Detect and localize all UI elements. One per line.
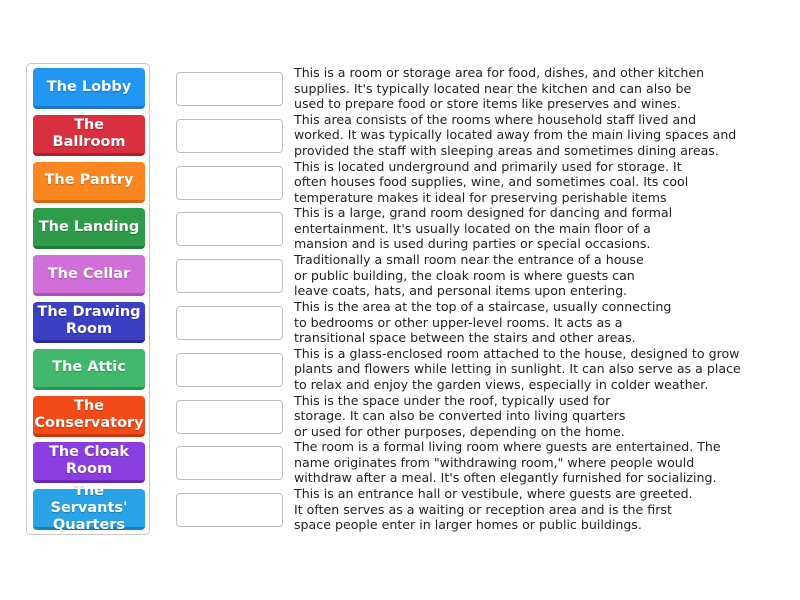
description-line: leave coats, hats, and personal items upon entering.: [294, 283, 628, 299]
drop-slot[interactable]: [176, 400, 283, 434]
description-line: withdraw after a meal. It's often elegantly furnished for socializing.: [294, 470, 717, 486]
description-line: used to prepare food or store items like preserves and wines.: [294, 96, 681, 111]
drop-slot[interactable]: [176, 119, 283, 153]
answer-tile[interactable]: [33, 162, 145, 203]
description-line: Traditionally a small room near the entrance of a house: [294, 252, 644, 268]
tile-label: The Pantry: [44, 172, 134, 189]
tile-label: Conservatory: [34, 414, 144, 431]
tile-label: The Attic: [52, 359, 126, 376]
description-line: provided the staff with sleeping areas and sometimes dining areas.: [294, 142, 719, 158]
description-text: [294, 346, 794, 393]
drop-slot[interactable]: [176, 166, 283, 200]
description-line: This is a glass-enclosed room attached to the house, designed to grow: [294, 345, 740, 361]
tile-label: The Ballroom: [52, 116, 126, 150]
description-line: storage. It can also be converted into living quarters: [294, 408, 626, 424]
answer-tile[interactable]: [33, 302, 145, 343]
drop-slot[interactable]: [176, 259, 283, 293]
description-line: transitional space between the stairs and other areas.: [294, 330, 636, 345]
answer-tile[interactable]: [33, 255, 145, 296]
description-line: worked. It was typically located away from the main living spaces and: [294, 127, 737, 143]
description-line: This is an entrance hall or vestibule, where guests are greeted.: [294, 486, 693, 502]
tile-label: The Drawing: [37, 304, 141, 320]
answer-tile[interactable]: [33, 349, 145, 390]
description-text: [294, 205, 794, 252]
tile-label: The Cellar: [47, 265, 131, 282]
answer-tile[interactable]: [33, 396, 145, 437]
description-text: [294, 159, 794, 206]
description-text: [294, 252, 794, 299]
description-text: [294, 299, 794, 346]
description-line: space people enter in larger homes or public buildings.: [294, 517, 642, 533]
description-line: entertainment. It's usually located on the main floor of a: [294, 220, 651, 236]
tile-label: The Landing: [38, 218, 140, 235]
description-text: [294, 393, 794, 440]
tile-label: Room: [65, 461, 113, 478]
answer-tile[interactable]: [33, 442, 145, 483]
description-line: to bedrooms or other upper-level rooms. It acts as a: [294, 314, 623, 330]
description-text: [294, 65, 794, 112]
description-line: or used for other purposes, depending on the home.: [294, 423, 625, 439]
description-line: This is the space under the roof, typically used for: [294, 392, 611, 408]
answer-tile[interactable]: [33, 68, 145, 109]
answer-tile[interactable]: [33, 482, 145, 533]
description-line: This is the area at the top of a staircase, usually connecting: [294, 299, 672, 314]
drop-slot[interactable]: [176, 306, 283, 340]
tile-label: The Lobby: [46, 78, 132, 95]
description-line: or public building, the cloak room is where guests can: [294, 267, 635, 283]
tile-label: Quarters: [52, 516, 126, 533]
description-text: [294, 112, 794, 159]
drop-slot[interactable]: [176, 493, 283, 527]
description-text: [294, 486, 794, 533]
tile-label: Room: [65, 321, 113, 337]
answer-tile[interactable]: [33, 208, 145, 249]
description-line: supplies. It's typically located near the kitchen and can also be: [294, 80, 692, 96]
description-line: plants and flowers while letting in sunlight. It can also serve as a place: [294, 361, 741, 377]
description-line: This area consists of the rooms where household staff lived and: [294, 111, 697, 127]
description-line: temperature makes it ideal for preserving perishable items: [294, 189, 667, 205]
tile-label: The Cloak: [48, 444, 130, 461]
description-line: This is located underground and primarily used for storage. It: [294, 158, 682, 174]
tile-label: The Servants': [50, 482, 128, 516]
description-line: It often serves as a waiting or reception area and is the first: [294, 501, 672, 517]
description-line: often houses food supplies, wine, and sometimes coal. Its cool: [294, 174, 689, 190]
description-line: The room is a formal living room where guests are entertained. The: [294, 439, 721, 455]
drop-slot[interactable]: [176, 353, 283, 387]
description-line: This is a room or storage area for food, dishes, and other kitchen: [294, 65, 705, 80]
description-line: to relax and enjoy the garden views, especially in colder weather.: [294, 376, 709, 392]
description-line: This is a large, grand room designed for dancing and formal: [294, 205, 673, 221]
drop-slot[interactable]: [176, 212, 283, 246]
description-line: mansion and is used during parties or special occasions.: [294, 236, 651, 252]
description-text: [294, 439, 794, 486]
description-line: name originates from "withdrawing room," where people would: [294, 454, 695, 470]
tile-label: The: [73, 397, 105, 414]
drop-slot[interactable]: [176, 446, 283, 480]
drop-slot[interactable]: [176, 72, 283, 106]
answer-tile[interactable]: [33, 115, 145, 156]
